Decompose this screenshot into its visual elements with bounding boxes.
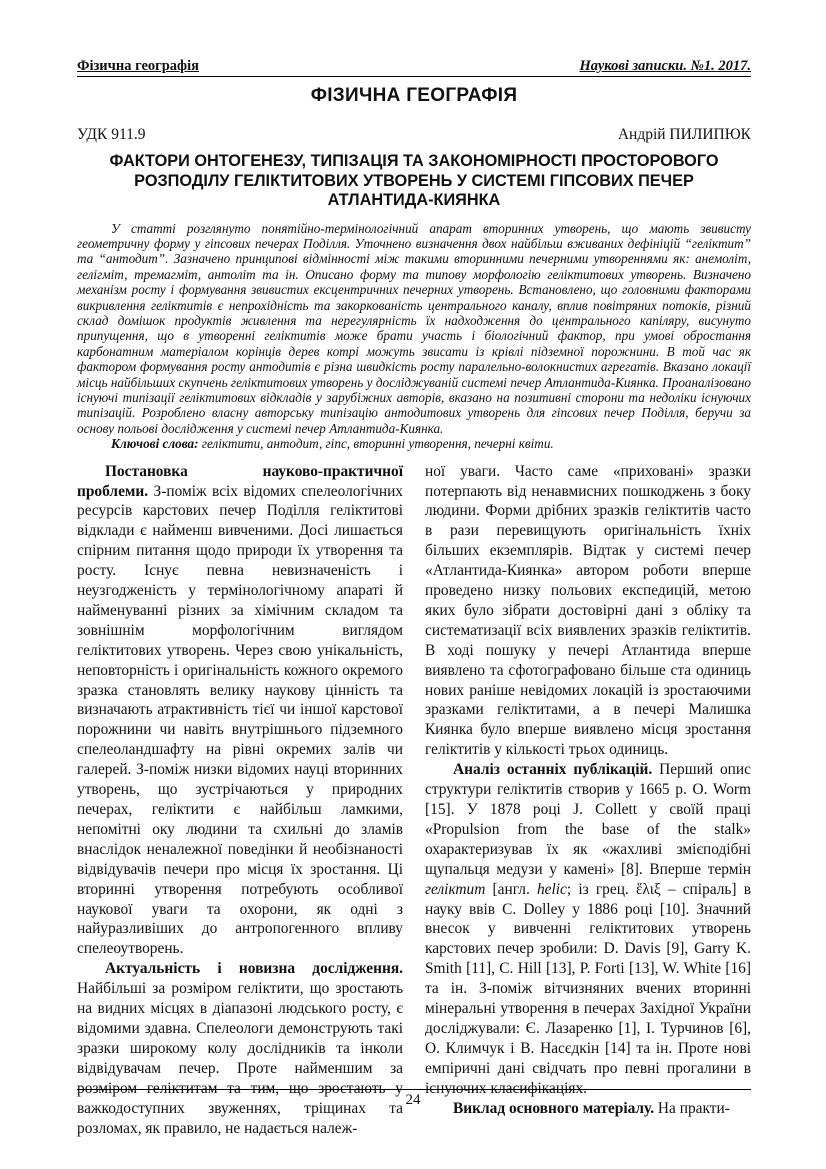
title-line: АТЛАНТИДА-КИЯНКА	[327, 191, 501, 209]
page	[77, 58, 751, 1138]
header-section-name: Фізична географія	[77, 58, 199, 74]
keywords-text: геліктити, антодит, гіпс, вторинні утворення, печерні квіти.	[198, 436, 554, 452]
running-header	[77, 58, 751, 77]
paragraph-continuation: ної уваги. Часто саме «приховані» зразки потерпають від ненавмисних пошкоджень з боку людини. Форми дрібних зразків геліктитів часто в рази перевищують оригінальність їхніх більших екземплярів. Відтак у системі печер «Атлантида-Киянка» автором роботи вперше проведено низку польових експедицій, метою яких було зібрати достовірні дані з обліку та систематизації всіх виявлених зразків геліктитів. В ході пошуку у печері Атлантида вперше виявлено та сфотографовано більше ста одиниць нових раніше невідомих локацій із зростаючими зразками геліктитами, а в печері Малишка Киянка було вперше виявлено місця зростання геліктитів у кількості трьох одиниць.	[425, 462, 751, 759]
article-meta	[77, 126, 751, 144]
title-line: ФАКТОРИ ОНТОГЕНЕЗУ, ТИПІЗАЦІЯ ТА ЗАКОНОМІРНОСТІ ПРОСТОРОВОГО	[109, 152, 719, 170]
keywords-label: Ключові слова:	[111, 436, 199, 452]
paragraph-heading: Актуальність і новизна дослідження.	[105, 960, 403, 978]
paragraph-text: Перший опис структури геліктитів створив у 1665 р. O. Worm [15]. У 1878 році J. Collett у своїй праці «Propulsion from the base of the stalk» охарактеризував їх як «жахливі змієподібні щупальця медузи у камені» [8]. Вперше термін	[425, 761, 751, 878]
footer-rule	[77, 1089, 751, 1090]
paragraph-text: ; із грец. ἕλιξ – спіраль] в науку ввів C. Dolley у 1886 році [10]. Значний внесок у вивченні геліктитових утворень карстових печер зробили: D. Davis [9], Garry K. Smith [11], C. Hill [13], P. Forti [13], W. White [16] та ін. З-поміж вітчизняних вчених вторинні мінеральні утворення в печерах Західної України досліджували: Є. Лазаренко [1], І. Турчинов [6], О. Климчук і В. Насєдкін [14] та ін. Проте нові емпіричні дані свідчать про певні прогалини в існуючих класифікаціях.	[425, 880, 751, 1097]
keywords	[77, 436, 751, 451]
paragraph-text: [англ.	[485, 880, 537, 898]
paragraph-relevance	[77, 959, 403, 1138]
paragraph-heading: Постановка науково-практичної проблеми.	[77, 462, 403, 500]
header-journal-issue: Наукові записки. №1. 2017.	[579, 58, 751, 74]
paragraph-literature-review	[425, 760, 751, 1098]
term-italic: helic	[536, 880, 567, 898]
paragraph-text: На практи-	[654, 1099, 730, 1117]
paragraph-problem-statement	[77, 462, 403, 960]
left-column	[77, 462, 403, 1139]
paragraph-text: З-поміж всіх відомих спелеологічних ресурсів карстових печер Поділля геліктитові відклади є найменш вивченими. Досі лишається спірним питання щодо природи їх утворення та росту. Існує певна невизначеність і неузгодженість у термінологічному апараті й найменуванні різних за хімічним складом та зовнішнім морфологічним виглядом геліктитових утворень. Через свою унікальність, неповторність і оригінальність кожного окремого зразка становлять велику наукову цінність та визначають атрактивність тієї чи іншої карстової порожнини чи навіть внутрішнього підземного спелеоландшафту на рівні окремих залів чи галерей. З-поміж низки відомих науці вторинних утворень, що зустрічаються у природних печерах, геліктити є найбільш ламкими, непомітні оку людини та схильні до зламів внаслідок неналежної поведінки й необізнаності відвідувачів печери про місця їх зростання. Ці вторинні утворення потребують особливої наукової уваги та охорони, як одні з найуразливіших до антропогенного впливу спелеоутворень.	[77, 482, 403, 958]
paragraph-heading: Аналіз останніх публікацій.	[453, 761, 653, 779]
term-italic: геліктит	[425, 880, 486, 898]
abstract: У статті розглянуто понятійно-термінологічний апарат вторинних утворень, що мають звивисту геометричну форму у гіпсових печерах Поділля. Уточнено визначення двох найбільш вживаних дефініцій “геліктит” та “антодит”. Зазначено принципові відмінності між такими вторинними печерними утвореннями як: анемоліт, гелігміт, тремагміт, антоліт та ін. Описано форму та типову морфологію геліктитових утворень. Визначено механізм росту і формування звивистих ексцентричних печерних утворень. Встановлено, що головними факторами викривлення геліктитів є непрохідність та закорковaність центрального каналу, вплив повітряних потоків, різний склад домішок продуктів живлення та нерегулярність їх надходження до центрального капіляру, висунуто припущення, що в утворенні геліктитів може брати участь і біологічний фактор, при умові обростання карбонатним матеріалом корінців дерев котрі можуть звисати із крівлі підземної порожнини. В той час як фактором формування росту антодитів є різна швидкість росту паралельно-волокнистих агрегатів. Вказано локації місць найбільших скупчень геліктитових утворень у досліджуваній системі печер Атлантида-Киянка. Проаналізовано існуючі типізації геліктитових відкладів у зарубіжних авторів, вказано на позитивні сторони та недоліки існуючих типізацій. Розроблено власну авторську типізацію антодитових утворень для гіпсових печер Поділля, беручи за основу польові дослідження у системі печер Атлантида-Киянка.	[77, 220, 751, 436]
udc-code: УДК 911.9	[77, 126, 146, 143]
paragraph-heading: Виклад основного матеріалу.	[453, 1099, 655, 1117]
author-name: Андрій ПИЛИПЮК	[617, 126, 751, 143]
body-columns	[77, 462, 751, 1139]
page-number: 24	[405, 1092, 421, 1108]
paragraph-text: Найбільші за розміром геліктити, що зростають на видних місцях в діапазоні людського росту, є відомими здавна. Спелеологи демонструють такі зразки широкому колу дослідників та інколи відвідувачам печер. Проте найменшим за розміром геліктитам та тим, що зростають у важкодоступних звуженнях, тріщинах та розломах, як правило, не надається належ-	[77, 980, 403, 1137]
section-title: ФІЗИЧНА ГЕОГРАФІЯ	[310, 85, 518, 106]
right-column	[425, 462, 751, 1139]
article-title	[77, 152, 751, 211]
title-line: РОЗПОДІЛУ ГЕЛІКТИТОВИХ УТВОРЕНЬ У СИСТЕМІ ГІПСОВИХ ПЕЧЕР	[134, 171, 694, 190]
